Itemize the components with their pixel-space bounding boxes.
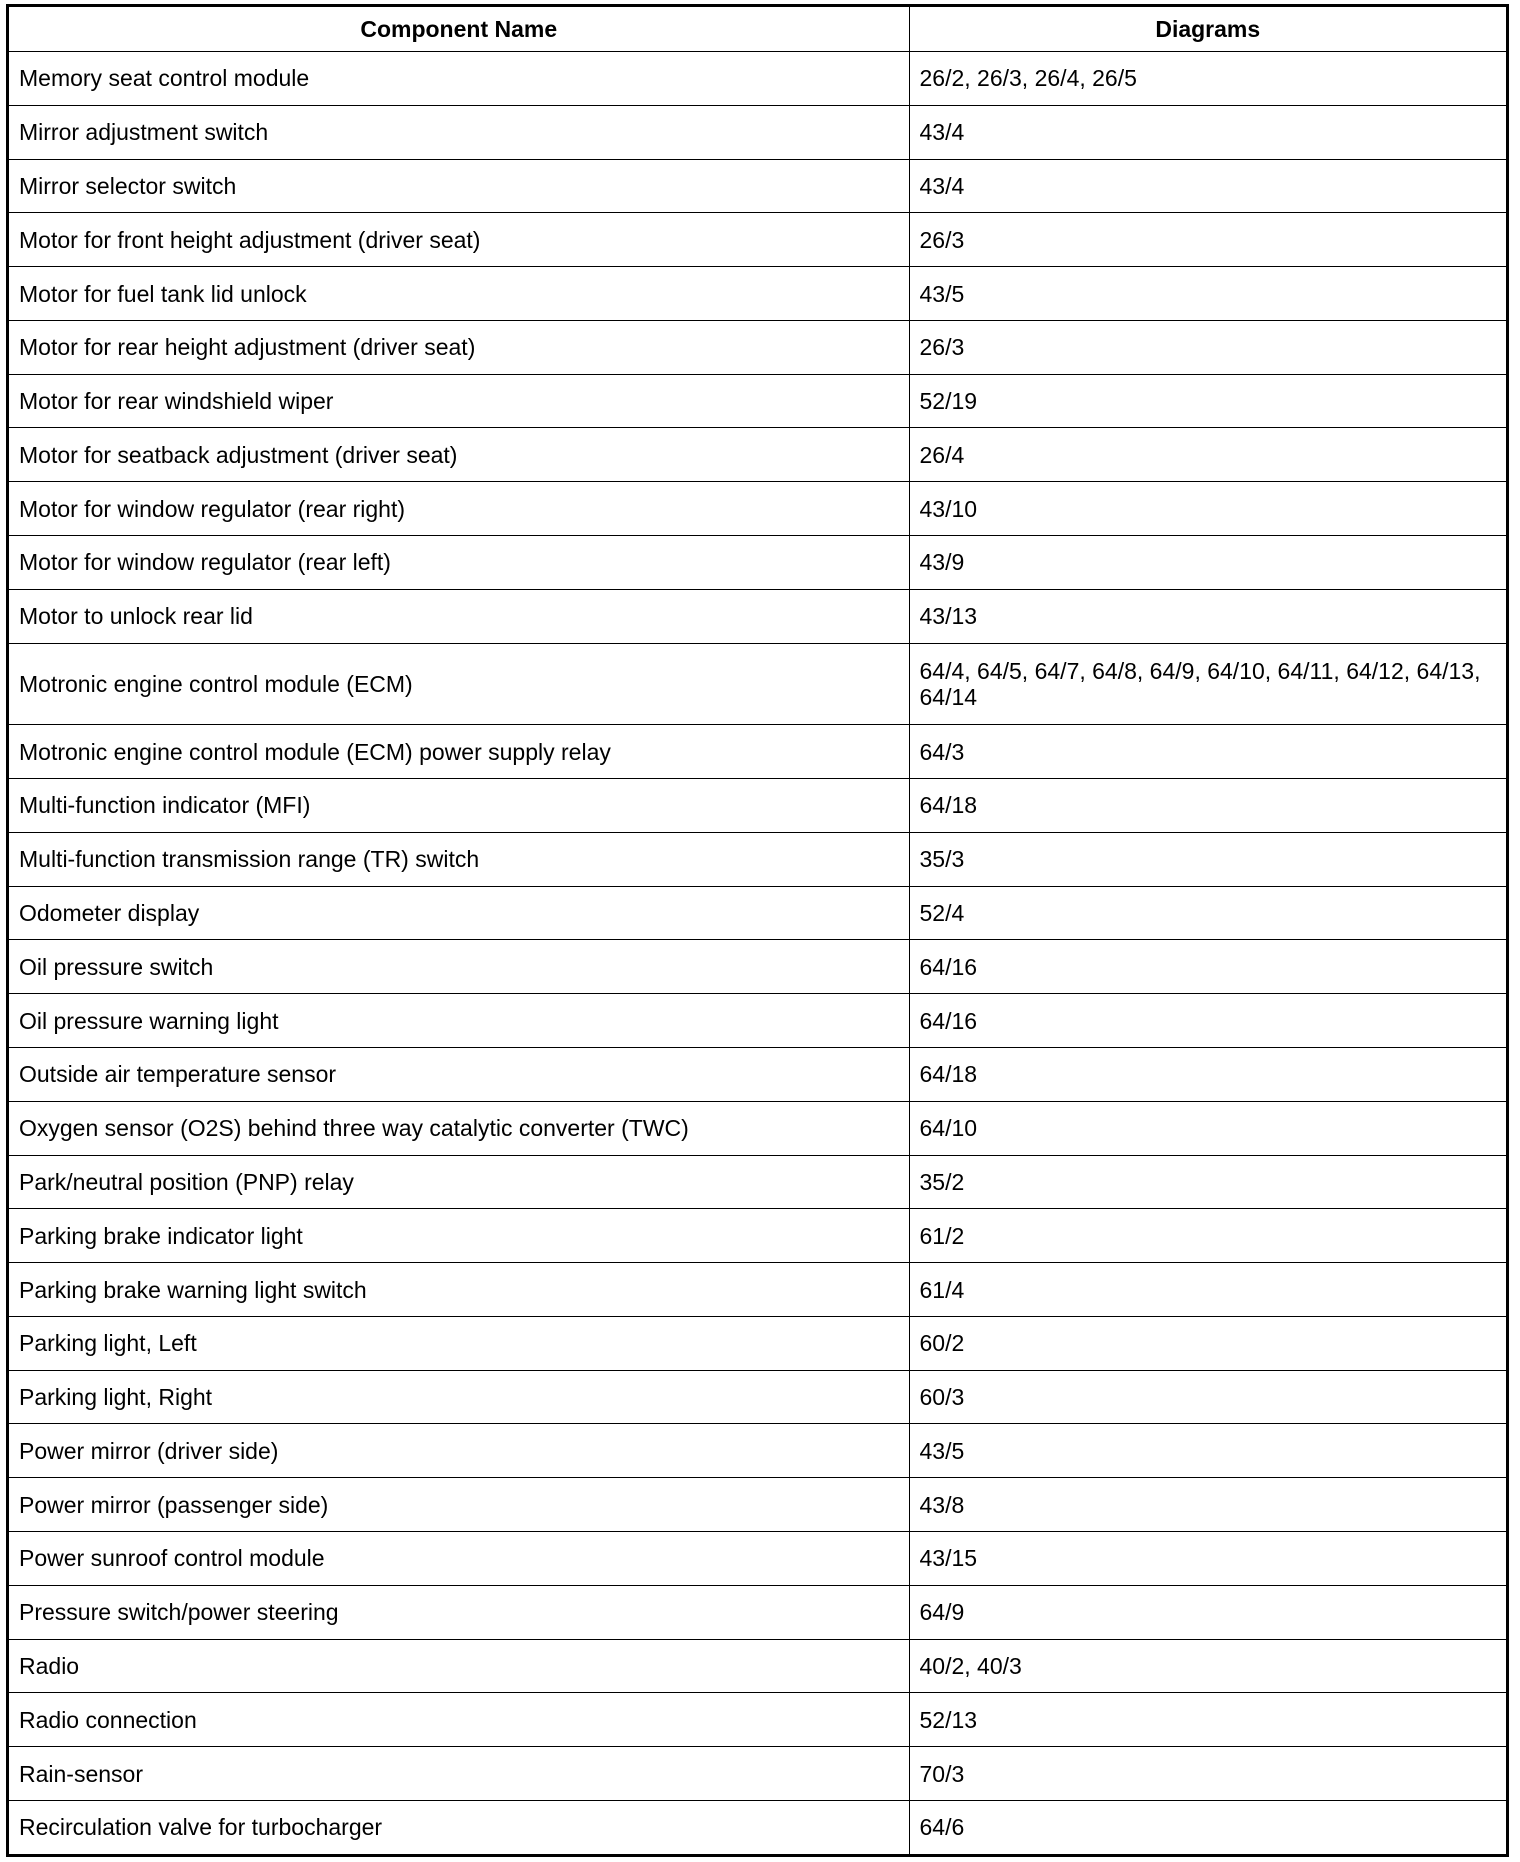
table-row <box>9 1585 1506 1639</box>
table-row <box>9 1424 1506 1478</box>
table-row <box>9 320 1506 374</box>
table-row <box>9 1209 1506 1263</box>
table-row <box>9 1532 1506 1586</box>
table-row <box>9 886 1506 940</box>
table-row <box>9 1048 1506 1102</box>
table-row <box>9 832 1506 886</box>
diagrams-cell: 64/4, 64/5, 64/7, 64/8, 64/9, 64/10, 64/11, 64/12, 64/13, 64/14 <box>909 643 1506 725</box>
diagrams-cell: 60/2 <box>909 1316 1506 1370</box>
table-row <box>9 1747 1506 1801</box>
diagrams-cell: 43/5 <box>909 1424 1506 1478</box>
table-row <box>9 725 1506 779</box>
diagrams-cell: 43/15 <box>909 1532 1506 1586</box>
table-row <box>9 1639 1506 1693</box>
diagrams-cell: 64/6 <box>909 1800 1506 1854</box>
component-name-cell: Recirculation valve for turbocharger <box>9 1800 909 1854</box>
component-name-cell: Oil pressure warning light <box>9 994 909 1048</box>
column-header-diagrams: Diagrams <box>909 7 1506 52</box>
component-name-cell: Power sunroof control module <box>9 1532 909 1586</box>
diagrams-cell: 43/5 <box>909 267 1506 321</box>
table-row <box>9 428 1506 482</box>
table-row <box>9 1263 1506 1317</box>
component-name-cell: Multi-function transmission range (TR) switch <box>9 832 909 886</box>
diagrams-cell: 26/2, 26/3, 26/4, 26/5 <box>909 52 1506 106</box>
diagrams-cell: 35/2 <box>909 1155 1506 1209</box>
table-row <box>9 1370 1506 1424</box>
component-name-cell: Memory seat control module <box>9 52 909 106</box>
component-name-cell: Motor for seatback adjustment (driver seat) <box>9 428 909 482</box>
table-row <box>9 536 1506 590</box>
diagrams-cell: 43/9 <box>909 536 1506 590</box>
component-name-cell: Motronic engine control module (ECM) <box>9 643 909 725</box>
diagrams-cell: 61/4 <box>909 1263 1506 1317</box>
component-name-cell: Oil pressure switch <box>9 940 909 994</box>
table-row <box>9 940 1506 994</box>
component-name-cell: Motronic engine control module (ECM) power supply relay <box>9 725 909 779</box>
table-header-row <box>9 7 1506 52</box>
table-row <box>9 779 1506 833</box>
table-row <box>9 643 1506 725</box>
table-row <box>9 159 1506 213</box>
table-row <box>9 1693 1506 1747</box>
component-name-cell: Oxygen sensor (O2S) behind three way catalytic converter (TWC) <box>9 1101 909 1155</box>
component-diagram-table <box>9 7 1506 1854</box>
table-row <box>9 589 1506 643</box>
diagrams-cell: 64/3 <box>909 725 1506 779</box>
component-name-cell: Power mirror (passenger side) <box>9 1478 909 1532</box>
component-table-frame <box>6 4 1509 1857</box>
table-body <box>9 52 1506 1855</box>
diagrams-cell: 52/19 <box>909 374 1506 428</box>
table-row <box>9 267 1506 321</box>
component-name-cell: Parking light, Left <box>9 1316 909 1370</box>
component-name-cell: Park/neutral position (PNP) relay <box>9 1155 909 1209</box>
diagrams-cell: 64/10 <box>909 1101 1506 1155</box>
component-name-cell: Rain-sensor <box>9 1747 909 1801</box>
diagrams-cell: 43/4 <box>909 105 1506 159</box>
component-name-cell: Motor for rear height adjustment (driver seat) <box>9 320 909 374</box>
table-row <box>9 374 1506 428</box>
table-row <box>9 1316 1506 1370</box>
diagrams-cell: 35/3 <box>909 832 1506 886</box>
diagrams-cell: 52/4 <box>909 886 1506 940</box>
component-name-cell: Motor for fuel tank lid unlock <box>9 267 909 321</box>
component-name-cell: Radio connection <box>9 1693 909 1747</box>
table-row <box>9 994 1506 1048</box>
diagrams-cell: 52/13 <box>909 1693 1506 1747</box>
component-name-cell: Outside air temperature sensor <box>9 1048 909 1102</box>
component-name-cell: Motor for front height adjustment (driver seat) <box>9 213 909 267</box>
component-name-cell: Parking brake indicator light <box>9 1209 909 1263</box>
table-row <box>9 1155 1506 1209</box>
diagrams-cell: 61/2 <box>909 1209 1506 1263</box>
diagrams-cell: 43/13 <box>909 589 1506 643</box>
table-row <box>9 1478 1506 1532</box>
diagrams-cell: 70/3 <box>909 1747 1506 1801</box>
table-row <box>9 52 1506 106</box>
diagrams-cell: 64/18 <box>909 779 1506 833</box>
diagrams-cell: 64/16 <box>909 994 1506 1048</box>
component-name-cell: Mirror selector switch <box>9 159 909 213</box>
diagrams-cell: 26/3 <box>909 213 1506 267</box>
component-name-cell: Pressure switch/power steering <box>9 1585 909 1639</box>
diagrams-cell: 64/9 <box>909 1585 1506 1639</box>
table-row <box>9 213 1506 267</box>
component-name-cell: Multi-function indicator (MFI) <box>9 779 909 833</box>
table-row <box>9 1101 1506 1155</box>
diagrams-cell: 64/18 <box>909 1048 1506 1102</box>
component-name-cell: Parking light, Right <box>9 1370 909 1424</box>
diagrams-cell: 26/3 <box>909 320 1506 374</box>
component-name-cell: Motor for window regulator (rear right) <box>9 482 909 536</box>
component-name-cell: Mirror adjustment switch <box>9 105 909 159</box>
diagrams-cell: 26/4 <box>909 428 1506 482</box>
diagrams-cell: 60/3 <box>909 1370 1506 1424</box>
column-header-component: Component Name <box>9 7 909 52</box>
component-name-cell: Motor for rear windshield wiper <box>9 374 909 428</box>
table-row <box>9 105 1506 159</box>
diagrams-cell: 43/10 <box>909 482 1506 536</box>
diagrams-cell: 43/4 <box>909 159 1506 213</box>
component-name-cell: Radio <box>9 1639 909 1693</box>
component-name-cell: Parking brake warning light switch <box>9 1263 909 1317</box>
table-row <box>9 1800 1506 1854</box>
component-name-cell: Odometer display <box>9 886 909 940</box>
diagrams-cell: 40/2, 40/3 <box>909 1639 1506 1693</box>
diagrams-cell: 43/8 <box>909 1478 1506 1532</box>
table-row <box>9 482 1506 536</box>
diagrams-cell: 64/16 <box>909 940 1506 994</box>
component-name-cell: Power mirror (driver side) <box>9 1424 909 1478</box>
component-name-cell: Motor to unlock rear lid <box>9 589 909 643</box>
component-name-cell: Motor for window regulator (rear left) <box>9 536 909 590</box>
